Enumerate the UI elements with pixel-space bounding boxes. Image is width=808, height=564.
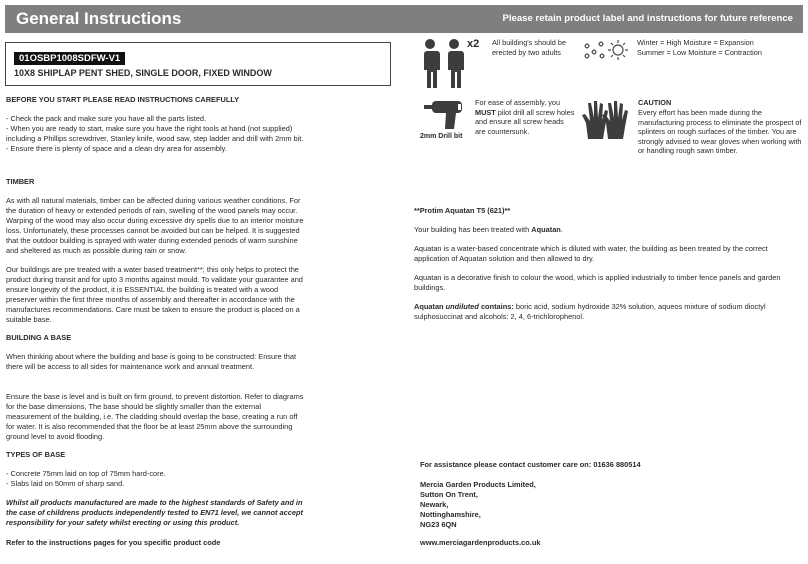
drill-text bbox=[475, 98, 575, 136]
drill-text-pre: For ease of assembly, you bbox=[475, 98, 561, 107]
customer-care-line: For assistance please contact customer care on: 01636 880514 bbox=[420, 460, 641, 469]
base-para-1: When thinking about where the building and base is going to be constructed: Ensure that there will be access to all sides for maintenance work and annual treatment. bbox=[6, 352, 297, 372]
product-name: 10X8 SHIPLAP PENT SHED, SINGLE DOOR, FIXED WINDOW bbox=[14, 68, 272, 78]
contains-b: undiluted bbox=[445, 302, 479, 311]
treatment-line-1-pre: Your building has been treated with bbox=[414, 225, 532, 234]
treatment-heading: **Protim Aquatan T5 (621)** bbox=[414, 206, 511, 215]
types-line-2: - Slabs laid on 50mm of sharp sand. bbox=[6, 479, 125, 488]
treatment-line-1-bold: Aquatan bbox=[531, 225, 561, 234]
treatment-para-2: Aquatan is a water-based concentrate which is diluted with water, the building as been treated by the correct application of Aquatan solution and then allowed to dry. bbox=[414, 244, 768, 264]
drill-caption: 2mm Drill bit bbox=[420, 133, 463, 140]
before-you-start-section bbox=[6, 95, 306, 154]
address-line-1: Mercia Garden Products Limited, bbox=[420, 480, 536, 489]
caution-heading: CAUTION bbox=[638, 98, 672, 107]
refer-note: Refer to the instructions pages for you specific product code bbox=[6, 538, 221, 547]
adults-text: All building's should be erected by two adults bbox=[492, 38, 567, 57]
timber-heading: TIMBER bbox=[6, 177, 35, 186]
header-bar bbox=[5, 5, 803, 33]
caution-text: Every effort has been made during the manufacturing process to eliminate the prospect of splinters on rough surfaces of the timber. You are strongly advised to wear gloves when working with or handling rough sawn timber. bbox=[638, 108, 802, 156]
treatment-line-1 bbox=[414, 225, 800, 235]
contains-text: boric acid, sodium hydroxide 32% solution, aqueos mixture of sodium dioctyl sulphosuccinat and alcohols: 2, 4, 6-trichlorophenol. bbox=[414, 302, 766, 322]
product-label-box bbox=[5, 42, 391, 86]
types-line-1: - Concrete 75mm laid on top of 75mm hard-core. bbox=[6, 469, 166, 478]
website-link[interactable]: www.merciagardenproducts.co.uk bbox=[420, 538, 541, 547]
product-code: 01OSBP1008SDFW-V1 bbox=[14, 52, 125, 65]
address-line-3: Newark, bbox=[420, 500, 449, 510]
before-line-3: - Ensure there is plenty of space and a clean dry area for assembly. bbox=[6, 144, 227, 154]
treatment-line-1-post: . bbox=[560, 225, 563, 234]
drill-icon bbox=[422, 99, 468, 131]
address-line-4: Nottinghamshire, bbox=[420, 510, 481, 520]
treatment-contains bbox=[414, 302, 800, 322]
icons-area bbox=[418, 36, 803, 176]
company-address bbox=[420, 480, 806, 530]
gloves-icon bbox=[582, 99, 628, 143]
before-line-2: - When you are ready to start, make sure you have the right tools at hand (not supplied) including a Phillips screwdriver, Stanley knife, wood saw, step ladder and drill with 2mm bit. bbox=[6, 124, 304, 144]
rain-sun-icon bbox=[582, 38, 630, 64]
contains-c: contains: bbox=[478, 302, 514, 311]
page-title: General Instructions bbox=[16, 9, 182, 28]
header-subtitle: Please retain product label and instructions for future reference bbox=[502, 13, 793, 24]
contains-a: Aquatan bbox=[414, 302, 446, 311]
base-heading: BUILDING A BASE bbox=[6, 333, 72, 342]
two-people-icon bbox=[418, 38, 466, 90]
before-line-1: - Check the pack and make sure you have all the parts listed. bbox=[6, 114, 207, 124]
before-heading: BEFORE YOU START PLEASE READ INSTRUCTIONS CAREFULLY bbox=[6, 95, 240, 104]
treatment-para-3: Aquatan is a decorative finish to colour the wood, which is applied industrially to timber fence panels and garden buildings. bbox=[414, 273, 781, 293]
drill-text-must: MUST bbox=[475, 107, 496, 117]
weather-winter-text: Winter = High Moisture = Expansion bbox=[637, 38, 754, 47]
adults-multiplier: x2 bbox=[467, 38, 480, 50]
timber-para-2: Our buildings are pre treated with a water based treatment**; this only helps to protect the product during transit and for upto 3 months against mould. To validate your guarantee and ensure longevity of the product, it is ESSENTIAL the building is treated with a wood preserver within the first three months of assembly and thereafter in accordance with the manufactures recommendations. Care must be taken to ensure the product is placed on a suitable base. bbox=[6, 265, 303, 325]
timber-para-1: As with all natural materials, timber can be affected during various weather conditions. For the duration of heavy or extended periods of rain, swelling of the wood panels may occur. Warping of the wood may also occur during excessive dry spells due to an interior moisture loss. Unfortunately, these processes cannot be avoided but can be helped. It is suggested that the outdoor building is sprayed with water during extended periods of warm sunshine and sheltered as much as possible during rain or snow. bbox=[6, 196, 304, 256]
address-line-5: NG23 6QN bbox=[420, 520, 457, 530]
address-line-2: Sutton On Trent, bbox=[420, 490, 478, 500]
types-heading: TYPES OF BASE bbox=[6, 450, 66, 459]
safety-disclaimer: Whilst all products manufactured are made to the highest standards of Safety and in the case of childrens products independently tested to EN71 level, we cannot accept responsibility for your safety whilst erecting or using this product. bbox=[6, 498, 303, 528]
base-para-2: Ensure the base is level and is built on firm ground, to prevent distortion. Refer to diagrams for the base dimensions, The base should be slightly smaller than the external measurement of the building, i.e. The cladding should overlap the base, creating a run off for water. It is also recommended that the floor be at least 25mm above the surrounding ground level to avoid flooding. bbox=[6, 392, 304, 442]
drill-text-post: pilot drill all screw holes and ensure all screw heads are countersunk. bbox=[475, 107, 575, 136]
weather-summer-text: Summer = Low Moisture = Contraction bbox=[637, 48, 762, 57]
